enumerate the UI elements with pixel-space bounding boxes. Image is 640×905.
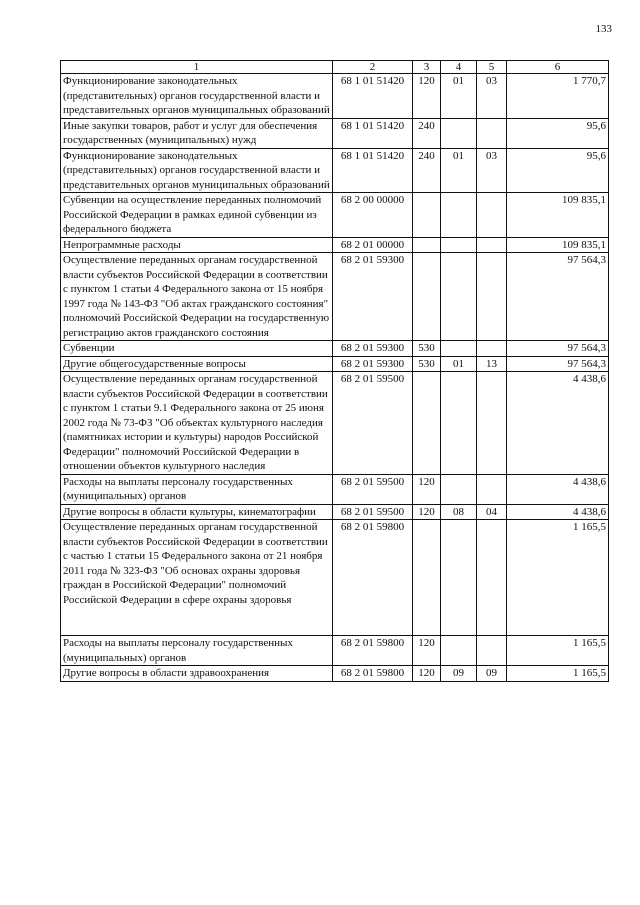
row-section — [441, 474, 477, 504]
row-expense-type — [413, 237, 441, 253]
row-section — [441, 253, 477, 341]
row-section — [441, 237, 477, 253]
budget-table — [60, 60, 609, 682]
row-subsection — [477, 636, 507, 666]
row-code: 68 2 01 59800 — [333, 666, 413, 682]
row-expense-type — [413, 193, 441, 238]
row-amount: 95,6 — [507, 118, 609, 148]
row-expense-type: 120 — [413, 504, 441, 520]
row-name: Субвенции — [61, 341, 333, 357]
table-row — [61, 118, 609, 148]
row-section: 01 — [441, 356, 477, 372]
table-row — [61, 504, 609, 520]
table-row — [61, 341, 609, 357]
table-row — [61, 356, 609, 372]
page-number: 133 — [595, 23, 612, 35]
row-expense-type: 120 — [413, 666, 441, 682]
row-expense-type — [413, 372, 441, 475]
row-section — [441, 193, 477, 238]
row-expense-type: 120 — [413, 474, 441, 504]
column-header: 2 — [333, 61, 413, 74]
row-section: 09 — [441, 666, 477, 682]
row-expense-type — [413, 253, 441, 341]
row-section — [441, 520, 477, 636]
row-amount: 4 438,6 — [507, 474, 609, 504]
row-subsection: 03 — [477, 74, 507, 119]
row-subsection — [477, 237, 507, 253]
row-section — [441, 118, 477, 148]
row-name: Функционирование законодательных (представительных) органов государственной власти и представительных органов муниципальных образований — [61, 148, 333, 193]
row-name: Субвенции на осуществление переданных полномочий Российской Федерации в рамках единой субвенции из федерального бюджета — [61, 193, 333, 238]
row-code: 68 2 01 59500 — [333, 504, 413, 520]
row-expense-type: 530 — [413, 341, 441, 357]
column-header: 5 — [477, 61, 507, 74]
column-header: 1 — [61, 61, 333, 74]
row-name: Непрограммные расходы — [61, 237, 333, 253]
row-expense-type: 120 — [413, 74, 441, 119]
row-name: Функционирование законодательных (представительных) органов государственной власти и представительных органов муниципальных образований — [61, 74, 333, 119]
row-expense-type: 530 — [413, 356, 441, 372]
row-section: 01 — [441, 148, 477, 193]
row-subsection — [477, 193, 507, 238]
table-row — [61, 474, 609, 504]
table-row — [61, 666, 609, 682]
row-amount: 4 438,6 — [507, 372, 609, 475]
row-amount: 97 564,3 — [507, 356, 609, 372]
row-amount: 1 165,5 — [507, 666, 609, 682]
column-header: 3 — [413, 61, 441, 74]
row-amount: 1 770,7 — [507, 74, 609, 119]
row-amount: 97 564,3 — [507, 253, 609, 341]
row-name: Иные закупки товаров, работ и услуг для обеспечения государственных (муниципальных) нужд — [61, 118, 333, 148]
table-row — [61, 372, 609, 475]
row-amount: 109 835,1 — [507, 237, 609, 253]
row-name: Другие общегосударственные вопросы — [61, 356, 333, 372]
row-code: 68 2 01 59800 — [333, 636, 413, 666]
row-amount: 109 835,1 — [507, 193, 609, 238]
row-amount: 1 165,5 — [507, 636, 609, 666]
row-section: 01 — [441, 74, 477, 119]
row-subsection — [477, 474, 507, 504]
row-code: 68 2 01 59500 — [333, 372, 413, 475]
row-subsection — [477, 253, 507, 341]
row-section: 08 — [441, 504, 477, 520]
row-code: 68 2 00 00000 — [333, 193, 413, 238]
row-subsection — [477, 341, 507, 357]
row-amount: 1 165,5 — [507, 520, 609, 636]
row-code: 68 2 01 59800 — [333, 520, 413, 636]
row-code: 68 1 01 51420 — [333, 148, 413, 193]
row-code: 68 2 01 59300 — [333, 341, 413, 357]
row-section — [441, 372, 477, 475]
row-subsection — [477, 372, 507, 475]
row-expense-type — [413, 520, 441, 636]
row-subsection — [477, 118, 507, 148]
row-expense-type: 120 — [413, 636, 441, 666]
row-section — [441, 636, 477, 666]
row-subsection: 09 — [477, 666, 507, 682]
table-row — [61, 253, 609, 341]
row-code: 68 2 01 59300 — [333, 253, 413, 341]
row-code: 68 2 01 59500 — [333, 474, 413, 504]
row-name: Осуществление переданных органам государственной власти субъектов Российской Федерации в соответствии с частью 1 статьи 15 Федерального закона от 21 ноября 2011 года № 323-ФЗ "Об основах охраны здоровья граждан в Российской Федерации" полномочий Российской Федерации в сфере охраны здоровья — [61, 520, 333, 636]
row-amount: 95,6 — [507, 148, 609, 193]
row-section — [441, 341, 477, 357]
row-amount: 97 564,3 — [507, 341, 609, 357]
row-expense-type: 240 — [413, 118, 441, 148]
row-code: 68 2 01 59300 — [333, 356, 413, 372]
row-name: Осуществление переданных органам государственной власти субъектов Российской Федерации в соответствии с пунктом 1 статьи 9.1 Федерального закона от 25 июня 2002 года № 73-ФЗ "Об объектах культурного наследия (памятниках истории и культуры) народов Российской Федерации" полномочий Российской Федерации в отношении объектов культурного наследия — [61, 372, 333, 475]
table-row — [61, 193, 609, 238]
table-row — [61, 237, 609, 253]
row-name: Другие вопросы в области культуры, кинематографии — [61, 504, 333, 520]
row-name: Другие вопросы в области здравоохранения — [61, 666, 333, 682]
row-subsection: 13 — [477, 356, 507, 372]
table-header-row — [61, 61, 609, 74]
row-amount: 4 438,6 — [507, 504, 609, 520]
column-header: 6 — [507, 61, 609, 74]
table-row — [61, 636, 609, 666]
row-name: Осуществление переданных органам государственной власти субъектов Российской Федерации в соответствии с пунктом 1 статьи 4 Федерального закона от 15 ноября 1997 года № 143-ФЗ "Об актах гражданского состояния" полномочий Российской Федерации на государственную регистрацию актов гражданского состояния — [61, 253, 333, 341]
table-row — [61, 148, 609, 193]
row-subsection: 03 — [477, 148, 507, 193]
table-row — [61, 74, 609, 119]
row-code: 68 1 01 51420 — [333, 118, 413, 148]
table-row — [61, 520, 609, 636]
row-name: Расходы на выплаты персоналу государственных (муниципальных) органов — [61, 474, 333, 504]
row-subsection — [477, 520, 507, 636]
row-subsection: 04 — [477, 504, 507, 520]
row-code: 68 2 01 00000 — [333, 237, 413, 253]
row-expense-type: 240 — [413, 148, 441, 193]
row-code: 68 1 01 51420 — [333, 74, 413, 119]
column-header: 4 — [441, 61, 477, 74]
row-name: Расходы на выплаты персоналу государственных (муниципальных) органов — [61, 636, 333, 666]
